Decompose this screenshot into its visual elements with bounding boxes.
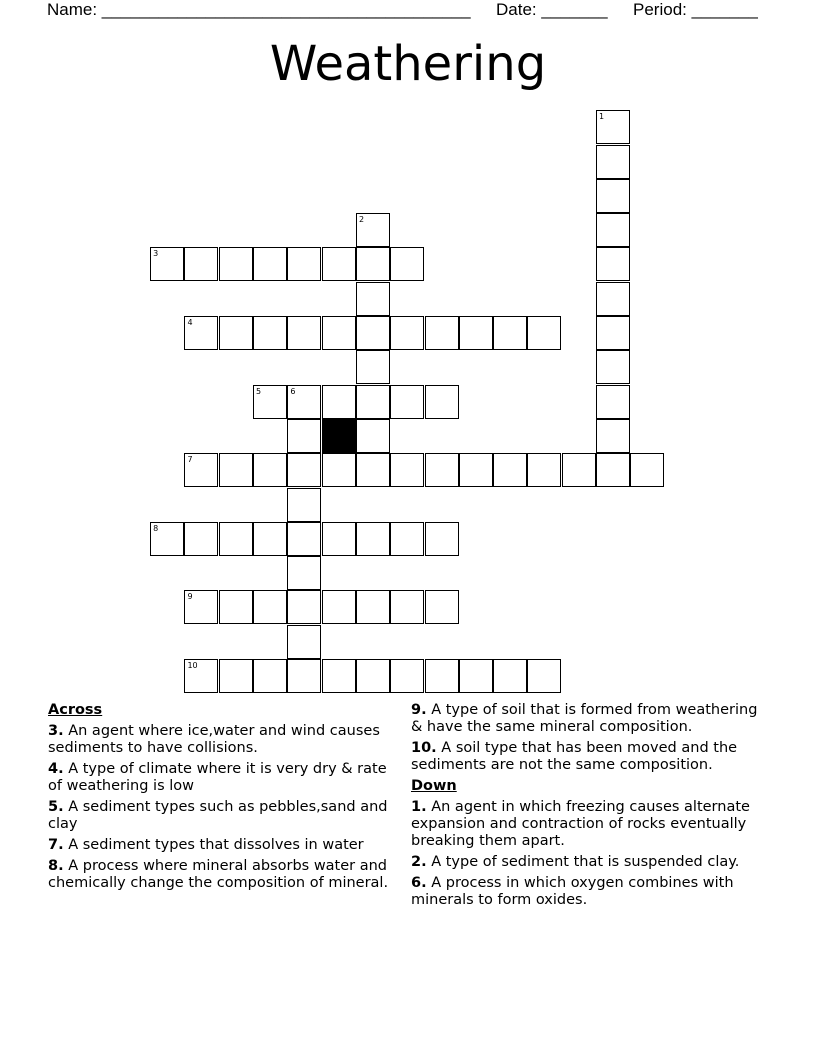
grid-cell[interactable] xyxy=(527,316,561,350)
clue-number: 2 xyxy=(358,215,365,225)
clue-across-10: 10. A soil type that has been moved and the sediments are not the same composition. xyxy=(411,740,738,773)
grid-cell[interactable] xyxy=(287,659,321,693)
grid-cell[interactable] xyxy=(493,659,527,693)
grid-cell[interactable] xyxy=(287,316,321,350)
across-heading: Across xyxy=(48,702,103,718)
grid-cell[interactable] xyxy=(184,522,218,556)
grid-cell[interactable] xyxy=(219,522,253,556)
grid-cell[interactable] xyxy=(253,316,287,350)
grid-cell[interactable] xyxy=(596,179,630,213)
grid-cell[interactable] xyxy=(356,282,390,316)
grid-cell[interactable] xyxy=(184,659,218,693)
grid-cell[interactable] xyxy=(356,659,390,693)
grid-cell[interactable] xyxy=(184,453,218,487)
grid-cell[interactable] xyxy=(356,385,390,419)
grid-cell[interactable] xyxy=(425,659,459,693)
grid-cell[interactable] xyxy=(390,247,424,281)
grid-cell[interactable] xyxy=(356,213,390,247)
grid-cell[interactable] xyxy=(253,590,287,624)
grid-cell[interactable] xyxy=(287,385,321,419)
grid-cell[interactable] xyxy=(322,385,356,419)
clue-across-9: 9. A type of soil that is formed from weathering & have the same mineral composition. xyxy=(411,702,758,735)
grid-cell[interactable] xyxy=(390,522,424,556)
grid-cell[interactable] xyxy=(184,247,218,281)
grid-cell[interactable] xyxy=(287,625,321,659)
grid-cell[interactable] xyxy=(596,419,630,453)
grid-cell[interactable] xyxy=(425,316,459,350)
grid-cell[interactable] xyxy=(150,247,184,281)
date-field[interactable]: Date: _______ xyxy=(496,0,608,19)
across-clues xyxy=(48,702,393,896)
grid-cell[interactable] xyxy=(390,385,424,419)
grid-cell[interactable] xyxy=(253,522,287,556)
grid-cell[interactable] xyxy=(596,316,630,350)
clue-number: 7 xyxy=(187,455,193,465)
grid-cell[interactable] xyxy=(356,453,390,487)
grid-cell[interactable] xyxy=(425,453,459,487)
grid-cell[interactable] xyxy=(219,247,253,281)
grid-cell[interactable] xyxy=(596,453,630,487)
grid-cell[interactable] xyxy=(356,419,390,453)
grid-cell[interactable] xyxy=(322,522,356,556)
grid-cell[interactable] xyxy=(527,453,561,487)
grid-cell[interactable] xyxy=(630,453,664,487)
grid-cell[interactable] xyxy=(356,247,390,281)
grid-cell[interactable] xyxy=(596,145,630,179)
grid-cell[interactable] xyxy=(596,110,630,144)
clue-number: 1 xyxy=(599,112,605,122)
grid-cell[interactable] xyxy=(596,247,630,281)
grid-cell[interactable] xyxy=(287,488,321,522)
grid-cell[interactable] xyxy=(322,247,356,281)
grid-cell[interactable] xyxy=(287,522,321,556)
clue-number: 8 xyxy=(153,523,159,533)
grid-cell[interactable] xyxy=(425,385,459,419)
grid-cell[interactable] xyxy=(562,453,596,487)
grid-cell[interactable] xyxy=(356,590,390,624)
clue-across-8: 8. A process where mineral absorbs water and chemically change the composition of mineral. xyxy=(48,858,389,891)
grid-cell[interactable] xyxy=(322,659,356,693)
grid-cell[interactable] xyxy=(253,385,287,419)
grid-cell[interactable] xyxy=(493,453,527,487)
grid-cell[interactable] xyxy=(459,659,493,693)
grid-cell[interactable] xyxy=(356,522,390,556)
grid-cell[interactable] xyxy=(459,316,493,350)
clue-across-4: 4. A type of climate where it is very dry & rate of weathering is low xyxy=(48,761,387,794)
right-clues xyxy=(411,702,771,913)
grid-cell[interactable] xyxy=(527,659,561,693)
grid-cell[interactable] xyxy=(287,556,321,590)
grid-cell[interactable] xyxy=(150,522,184,556)
grid-cell[interactable] xyxy=(322,316,356,350)
clue-number: 5 xyxy=(256,386,262,396)
grid-cell[interactable] xyxy=(253,453,287,487)
clue-across-3: 3. An agent where ice,water and wind causes sediments to have collisions. xyxy=(48,723,380,756)
name-field[interactable]: Name: _______________________________________ xyxy=(47,0,471,19)
grid-cell[interactable] xyxy=(390,659,424,693)
clue-across-5: 5. A sediment types such as pebbles,sand and clay xyxy=(48,799,388,832)
grid-cell[interactable] xyxy=(219,659,253,693)
clue-number: 4 xyxy=(187,318,193,328)
clue-down-2: 2. A type of sediment that is suspended clay. xyxy=(411,854,740,870)
clue-number: 3 xyxy=(153,249,159,259)
grid-cell[interactable] xyxy=(322,590,356,624)
page-title: Weathering xyxy=(269,36,547,92)
grid-cell[interactable] xyxy=(253,247,287,281)
clue-across-7: 7. A sediment types that dissolves in water xyxy=(48,837,364,853)
grid-cell[interactable] xyxy=(287,247,321,281)
clue-number: 9 xyxy=(187,592,193,602)
grid-cell[interactable] xyxy=(287,419,321,453)
clue-down-1: 1. An agent in which freezing causes alternate expansion and contraction of rocks eventually breaking them apart. xyxy=(411,799,750,849)
grid-cell[interactable] xyxy=(596,213,630,247)
grid-cell[interactable] xyxy=(425,522,459,556)
grid-cell[interactable] xyxy=(287,453,321,487)
grid-cell[interactable] xyxy=(596,350,630,384)
grid-cell[interactable] xyxy=(356,350,390,384)
grid-cell[interactable] xyxy=(184,590,218,624)
grid-cell[interactable] xyxy=(322,453,356,487)
down-heading: Down xyxy=(411,778,457,794)
clue-number: 10 xyxy=(187,661,198,671)
grid-cell[interactable] xyxy=(425,590,459,624)
grid-cell[interactable] xyxy=(356,316,390,350)
clue-down-6: 6. A process in which oxygen combines with minerals to form oxides. xyxy=(411,875,734,908)
grid-cell[interactable] xyxy=(390,453,424,487)
grid-cell[interactable] xyxy=(596,385,630,419)
grid-cell[interactable] xyxy=(493,316,527,350)
black-cell xyxy=(322,419,356,453)
grid-cell[interactable] xyxy=(459,453,493,487)
grid-cell[interactable] xyxy=(596,282,630,316)
grid-cell[interactable] xyxy=(184,316,218,350)
grid-cell[interactable] xyxy=(390,316,424,350)
period-field[interactable]: Period: _______ xyxy=(633,0,758,19)
grid-cell[interactable] xyxy=(390,590,424,624)
grid-cell[interactable] xyxy=(253,659,287,693)
clue-number: 6 xyxy=(290,386,296,396)
grid-cell[interactable] xyxy=(219,316,253,350)
grid-cell[interactable] xyxy=(219,590,253,624)
grid-cell[interactable] xyxy=(219,453,253,487)
grid-cell[interactable] xyxy=(287,590,321,624)
